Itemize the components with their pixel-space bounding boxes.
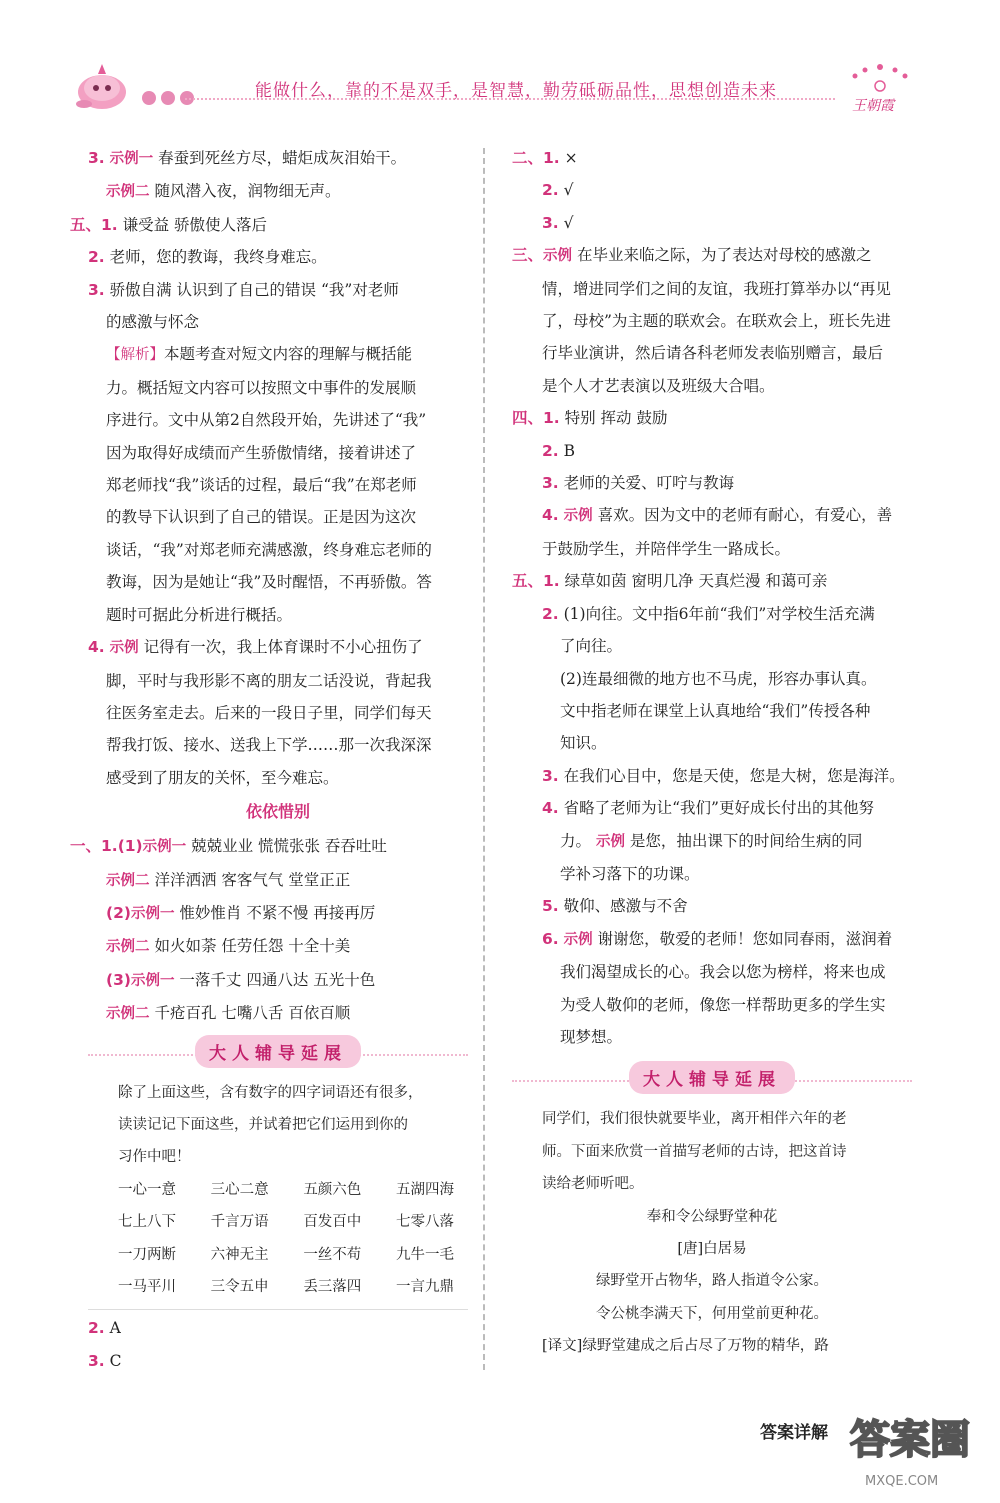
answer-line: 的感激与怀念 xyxy=(106,313,200,332)
poem-title: 奉和令公绿野堂种花 xyxy=(646,1208,778,1225)
extension-text: 师。下面来欣赏一首描写老师的古诗，把这首诗 xyxy=(542,1143,847,1160)
answer-line: 了，母校”为主题的联欢会。在联欢会上，班长先进 xyxy=(542,312,891,331)
answer-line: 3. √ xyxy=(542,213,574,232)
analysis-line: 题时可据此分析进行概括。 xyxy=(106,605,293,624)
answer-line: 3. 示例一 春蚕到死丝方尽，蜡炬成灰泪始干。 xyxy=(88,149,407,167)
answer-line: 学补习落下的功课。 xyxy=(560,864,700,883)
watermark-logo xyxy=(840,1395,980,1485)
extension-banner: 大人辅导延展 xyxy=(512,1061,912,1101)
answer-line: 于鼓励学生，并陪伴学生一路成长。 xyxy=(542,539,791,558)
answer-line: 感受到了朋友的关怀，至今难忘。 xyxy=(106,768,339,787)
answer-line: 6. 示例 谢谢您，敬爱的老师！您如同春雨，滋润着 xyxy=(542,929,893,948)
answer-line: 5. 敬仰、感激与不舍 xyxy=(542,897,688,916)
answer-line: 是个人才艺表演以及班级大合唱。 xyxy=(542,376,775,395)
header-motto: 能做什么，靠的不是双手，是智慧，勤劳砥砺品性，思想创造未来 xyxy=(255,81,777,101)
idiom-row: 七上八下 千言万语 百发百中 七零八落 xyxy=(118,1214,454,1231)
answer-line: 现梦想。 xyxy=(560,1027,623,1046)
answer-line: 五、1. 谦受益 骄傲使人落后 xyxy=(70,215,268,234)
answer-line: 行毕业演讲，然后请各科老师发表临别赠言，最后 xyxy=(542,344,884,363)
answer-line: 二、1. × xyxy=(512,149,578,167)
answer-line: 帮我打饭、接水、送我上下学……那一次我深深 xyxy=(106,736,432,755)
extension-text: 同学们，我们很快就要毕业，离开相伴六年的老 xyxy=(542,1111,847,1128)
answer-line: 一、1.(1)示例一 兢兢业业 慌慌张张 吞吞吐吐 xyxy=(70,837,387,856)
watermark-url: MXQE.COM xyxy=(865,1474,939,1489)
divider xyxy=(88,1309,468,1310)
answer-line: 示例二 千疮百孔 七嘴八舌 百依百顺 xyxy=(106,1004,351,1023)
answer-line: 示例二 洋洋洒洒 客客气气 堂堂正正 xyxy=(106,870,351,889)
answer-line: 4. 示例 记得有一次，我上体育课时不小心扭伤了 xyxy=(88,638,423,657)
analysis-line: 的教导下认识到了自己的错误。正是因为这次 xyxy=(106,508,417,527)
poem-author: [唐]白居易 xyxy=(677,1241,747,1257)
footer-label: 答案详解 xyxy=(760,1423,828,1443)
extension-text: 除了上面这些，含有数字的四字词语还有很多， xyxy=(118,1084,423,1101)
poem-translation: [译文]绿野堂建成之后占尽了万物的精华，路 xyxy=(542,1338,829,1355)
answer-line: 2. 老师，您的教诲，我终身难忘。 xyxy=(88,248,327,267)
extension-text: 读读记记下面这些，并试着把它们运用到你的 xyxy=(118,1116,408,1133)
column-divider xyxy=(483,148,485,1370)
analysis-line: 【解析】本题考查对短文内容的理解与概括能 xyxy=(106,345,413,364)
right-column xyxy=(512,142,912,1363)
answer-line: 力。 示例 是您，抽出课下的时间给生病的同 xyxy=(560,831,863,850)
answer-line: 4. 示例 喜欢。因为文中的老师有耐心，有爱心，善 xyxy=(542,506,893,525)
answer-line: 2. A xyxy=(88,1319,121,1338)
answer-line: 3. 骄傲自满 认识到了自己的错误 “我”对老师 xyxy=(88,280,399,299)
answer-line: 了向往。 xyxy=(560,637,623,656)
answer-line: 3. 在我们心目中，您是天使，您是大树，您是海洋。 xyxy=(542,766,905,785)
answer-line: 文中指老师在课堂上认真地给“我们”传授各种 xyxy=(560,701,871,720)
extension-text: 习作中吧！ xyxy=(118,1149,191,1166)
analysis-line: 谈话，“我”对郑老师充满感激，终身难忘老师的 xyxy=(106,540,432,559)
poem-line: 绿野堂开占物华，路人指道令公家。 xyxy=(596,1273,828,1290)
brand-name: 王朝霞 xyxy=(852,98,894,114)
answer-line: 2. √ xyxy=(542,181,574,200)
svg-text:答案圈: 答案圈 xyxy=(850,1417,970,1463)
extension-text: 读给老师听吧。 xyxy=(542,1176,644,1193)
answer-line: 2. B xyxy=(542,441,576,460)
answer-line: 4. 省略了老师为让“我们”更好成长付出的其他努 xyxy=(542,799,874,818)
answer-line: 2. (1)向往。文中指6年前“我们”对学校生活充满 xyxy=(542,604,875,623)
answer-line: 四、1. 特别 挥动 鼓励 xyxy=(512,409,668,428)
analysis-line: 教诲，因为是她让“我”及时醒悟，不再骄傲。答 xyxy=(106,573,432,592)
answer-line: 为受人敬仰的老师，像您一样帮助更多的学生实 xyxy=(560,995,886,1014)
answer-line: 知识。 xyxy=(560,734,607,753)
idiom-row: 一心一意 三心二意 五颜六色 五湖四海 xyxy=(118,1181,454,1198)
answer-line: 我们渴望成长的心。我会以您为榜样，将来也成 xyxy=(560,963,886,982)
analysis-line: 郑老师找“我”谈话的过程，最后“我”在郑老师 xyxy=(106,476,417,495)
left-column xyxy=(70,142,468,1377)
answer-line: 情，增进同学们之间的友谊，我班打算举办以“再见 xyxy=(542,279,891,298)
answer-line: 往医务室走去。后来的一段日子里，同学们每天 xyxy=(106,703,432,722)
answer-line: 脚，平时与我形影不离的朋友二话没说，背起我 xyxy=(106,671,432,690)
analysis-line: 序进行。文中从第2自然段开始，先讲述了“我” xyxy=(106,411,427,430)
analysis-line: 因为取得好成绩而产生骄傲情绪，接着讲述了 xyxy=(106,443,417,462)
page-header xyxy=(0,0,1000,140)
answer-line: 3. C xyxy=(88,1351,122,1370)
analysis-line: 力。概括短文内容可以按照文中事件的发展顺 xyxy=(106,378,417,397)
answer-line: (2)连最细微的地方也不马虎，形容办事认真。 xyxy=(560,669,877,688)
poem-line: 令公桃李满天下，何用堂前更种花。 xyxy=(596,1305,828,1322)
section-title: 依依惜别 xyxy=(245,802,310,822)
idiom-row: 一马平川 三令五申 丢三落四 一言九鼎 xyxy=(118,1279,454,1295)
answer-line: 三、示例 在毕业来临之际，为了表达对母校的感激之 xyxy=(512,246,872,265)
answer-line: 3. 老师的关爱、叮咛与教诲 xyxy=(542,474,735,493)
answer-line: 示例二 随风潜入夜，润物细无声。 xyxy=(106,182,341,201)
answer-line: 示例二 如火如荼 任劳任怨 十全十美 xyxy=(106,937,351,956)
answer-line: (3)示例一 一落千丈 四通八达 五光十色 xyxy=(106,970,376,989)
idiom-row: 一刀两断 六神无主 一丝不苟 九牛一毛 xyxy=(118,1246,454,1263)
cartoon-mascot-icon xyxy=(72,58,134,112)
idiom-table xyxy=(118,1174,454,1304)
answer-line: 五、1. 绿草如茵 窗明几净 天真烂漫 和蔼可亲 xyxy=(512,572,828,591)
answer-line: (2)示例一 惟妙惟肖 不紧不慢 再接再厉 xyxy=(106,903,376,922)
extension-banner: 大人辅导延展 xyxy=(88,1035,468,1075)
